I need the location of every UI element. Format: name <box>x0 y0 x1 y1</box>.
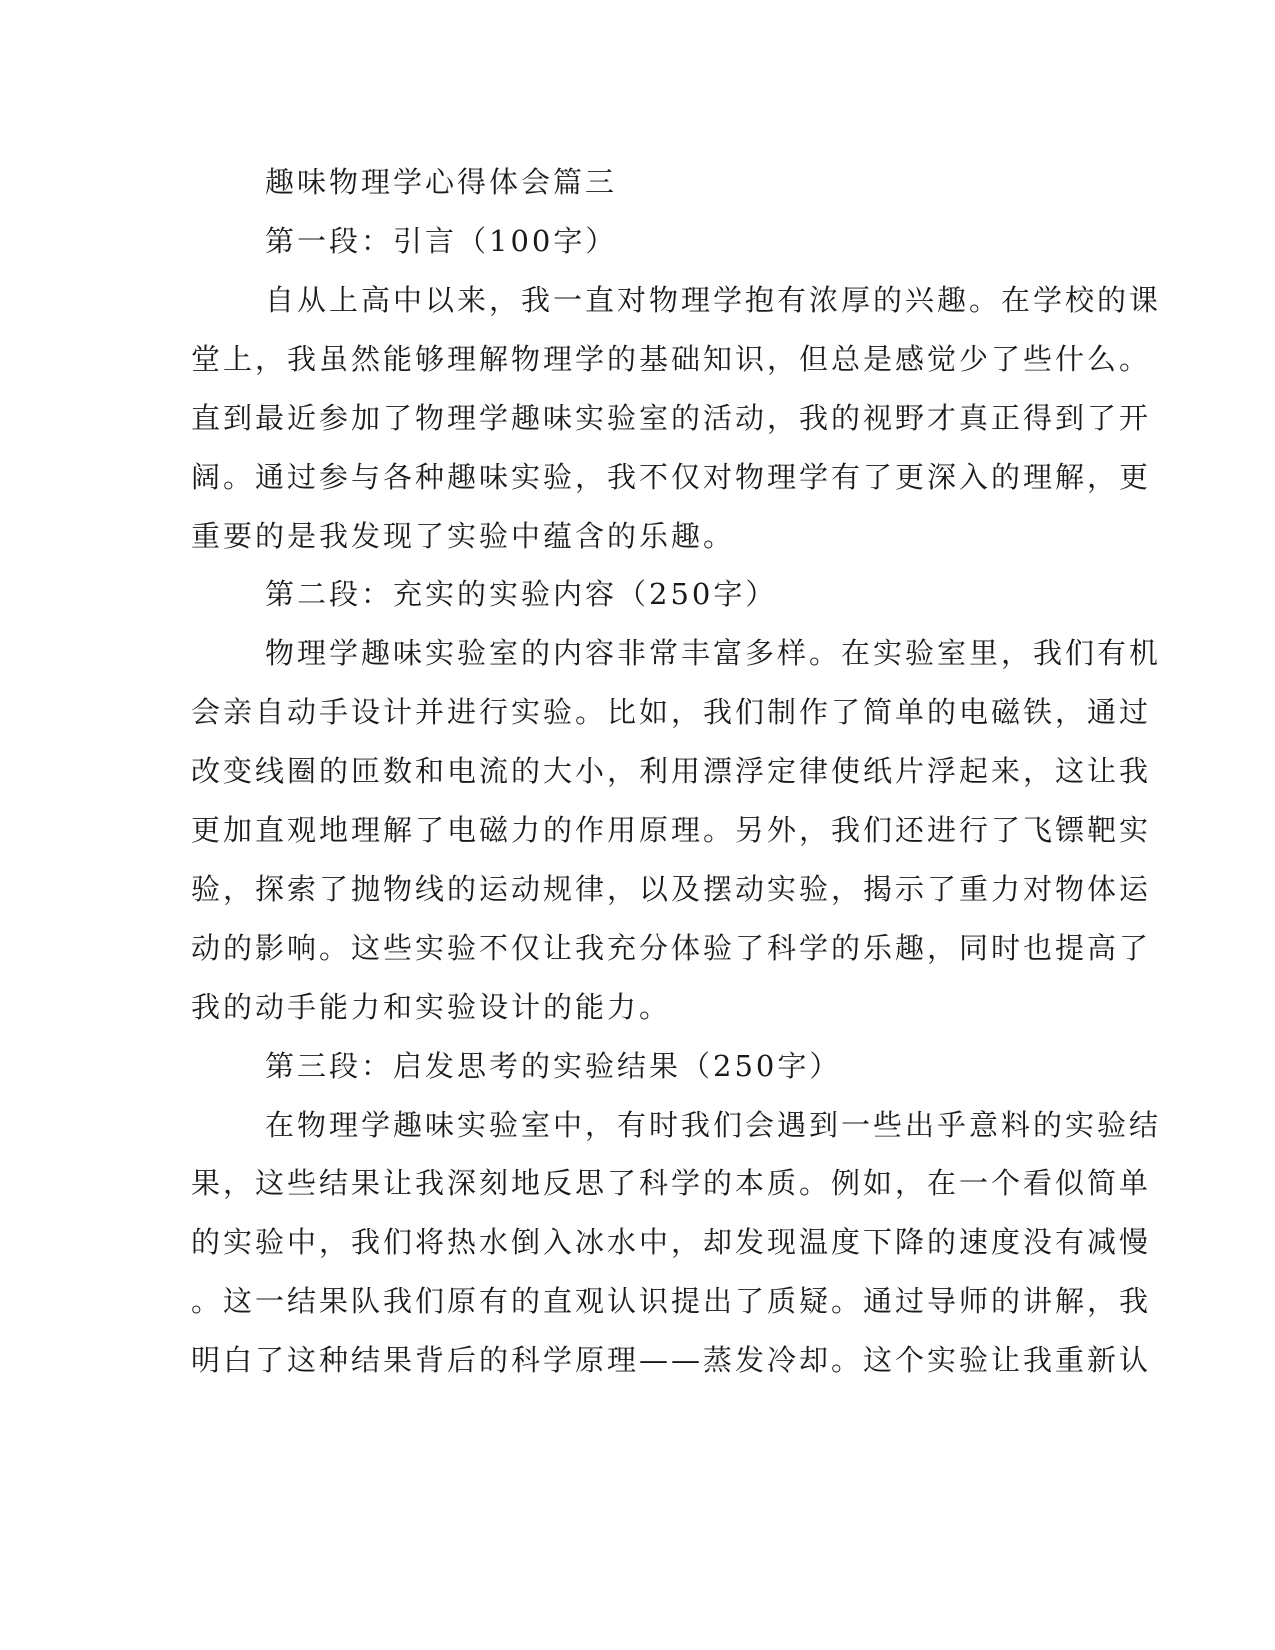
document-line: 直到最近参加了物理学趣味实验室的活动，我的视野才真正得到了开 <box>191 401 1152 435</box>
document-line: 自从上高中以来，我一直对物理学抱有浓厚的兴趣。在学校的课 <box>265 283 1162 317</box>
document-line: 会亲自动手设计并进行实验。比如，我们制作了简单的电磁铁，通过 <box>191 695 1152 729</box>
document-line: 的实验中，我们将热水倒入冰水中，却发现温度下降的速度没有减慢 <box>191 1225 1152 1259</box>
document-line: 动的影响。这些实验不仅让我充分体验了科学的乐趣，同时也提高了 <box>191 931 1152 965</box>
document-line: 物理学趣味实验室的内容非常丰富多样。在实验室里，我们有机 <box>265 636 1162 670</box>
document-line: 改变线圈的匝数和电流的大小，利用漂浮定律使纸片浮起来，这让我 <box>191 754 1152 788</box>
document-line: 阔。通过参与各种趣味实验，我不仅对物理学有了更深入的理解，更 <box>191 460 1152 494</box>
document-line: 重要的是我发现了实验中蕴含的乐趣。 <box>191 519 736 553</box>
document-line: 第二段：充实的实验内容（250字） <box>265 577 778 611</box>
document-line: 果，这些结果让我深刻地反思了科学的本质。例如，在一个看似简单 <box>191 1166 1152 1200</box>
document-line: 更加直观地理解了电磁力的作用原理。另外，我们还进行了飞镖靶实 <box>191 813 1152 847</box>
document-line: 明白了这种结果背后的科学原理——蒸发冷却。这个实验让我重新认 <box>191 1343 1152 1377</box>
document-line: 我的动手能力和实验设计的能力。 <box>191 990 672 1024</box>
document-line: 堂上，我虽然能够理解物理学的基础知识，但总是感觉少了些什么。 <box>191 342 1152 376</box>
document-line: 验，探索了抛物线的运动规律，以及摆动实验，揭示了重力对物体运 <box>191 872 1152 906</box>
document-line: 第一段：引言（100字） <box>265 224 618 258</box>
document-line: 在物理学趣味实验室中，有时我们会遇到一些出乎意料的实验结 <box>265 1108 1162 1142</box>
document-line: 第三段：启发思考的实验结果（250字） <box>265 1049 842 1083</box>
document-title: 趣味物理学心得体会篇三 <box>265 165 618 199</box>
document-line: 。这一结果队我们原有的直观认识提出了质疑。通过导师的讲解，我 <box>191 1284 1152 1318</box>
